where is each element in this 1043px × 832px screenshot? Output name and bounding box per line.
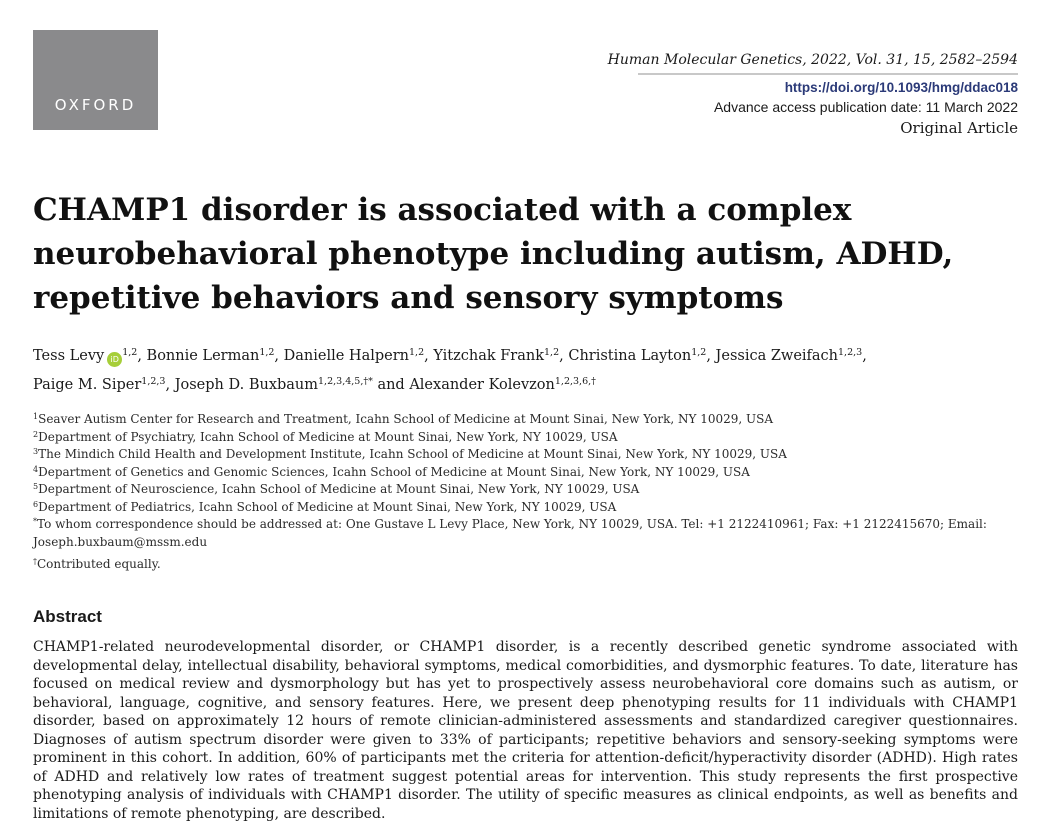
correspondence: *To whom correspondence should be addressed at: One Gustave L Levy Place, New York, NY 10029, USA. Tel: +1 2122410961; Fax: +1 2122415670; Email: Joseph.buxbaum@mssm.edu <box>33 517 987 549</box>
abstract-body: CHAMP1-related neurodevelopmental disorder, or CHAMP1 disorder, is a recently described genetic syndrome associated with developmental delay, intellectual disability, behavioral symptoms, medical comorbidities, and dysmorphic features. To date, literature has focused on medical review and dysmorphology but has yet to prospectively assess neurobehavioral core domains such as autism, or behavioral, language, cognitive, and sensory features. Here, we present deep phenotyping results for 11 individuals with CHAMP1 disorder, based on approximately 12 hours of remote clinician-administered assessments and standardized caregiver questionnaires. Diagnoses of autism spectrum disorder were given to 33% of participants; repetitive behaviors and sensory-seeking symptoms were prominent in this cohort. In addition, 60% of participants met the criteria for attention-deficit/hyperactivity disorder (ADHD). High rates of ADHD and relatively low rates of treatment suggest potential areas for intervention. This study represents the first prospective phenotyping analysis of individuals with CHAMP1 disorder. The utility of specific measures as clinical endpoints, as well as benefits and limitations of remote phenotyping, are described. <box>33 639 1018 822</box>
author[interactable]: Yitzchak Frank$^{1,2}$ <box>433 347 560 364</box>
publisher-logo <box>33 30 158 130</box>
affiliation: $^5$Department of Neuroscience, Icahn School of Medicine at Mount Sinai, New York, NY 10029, USA <box>33 482 640 496</box>
affiliation: $^2$Department of Psychiatry, Icahn School of Medicine at Mount Sinai, New York, NY 10029, USA <box>33 429 618 444</box>
author-separator: , <box>274 348 284 364</box>
author[interactable]: Bonnie Lerman$^{1,2}$ <box>146 347 275 364</box>
author-sup: 1,2 <box>691 347 707 358</box>
author-sup: 1,2,3 <box>838 347 863 358</box>
author-sup: 1,2 <box>409 347 425 358</box>
author[interactable]: Tess Levy iD$^{1,2}$ <box>33 348 137 364</box>
orcid-icon[interactable]: iD <box>107 352 122 367</box>
author-separator: , <box>559 348 569 364</box>
author-separator: , <box>862 348 867 364</box>
author-separator: , <box>137 348 147 364</box>
author-sup: 1,2,3,6,† <box>554 376 596 387</box>
affiliation: $^6$Department of Pediatrics, Icahn School of Medicine at Mount Sinai, New York, NY 10029, USA <box>33 499 617 514</box>
author-separator: , <box>165 377 175 393</box>
article-meta <box>458 50 1018 139</box>
logo-text: OXFORD <box>54 96 137 114</box>
author-sup: 1,2 <box>259 347 275 358</box>
affiliation: $^1$Seaver Autism Center for Research and Treatment, Icahn School of Medicine at Mount Sinai, New York, NY 10029, USA <box>33 412 774 426</box>
author-separator: , <box>706 348 716 364</box>
author[interactable]: Danielle Halpern$^{1,2}$ <box>283 347 425 364</box>
author[interactable]: Alexander Kolevzon$^{1,2,3,6,\dagger}$ <box>409 376 596 393</box>
affiliation: $^3$The Mindich Child Health and Development Institute, Icahn School of Medicine at Mount Sinai, New York, NY 10029, USA <box>33 447 787 461</box>
meta-divider <box>638 73 1018 75</box>
article-type: Original Article <box>900 119 1018 137</box>
doi-link[interactable]: https://doi.org/10.1093/hmg/ddac018 <box>784 80 1018 95</box>
author[interactable]: Joseph D. Buxbaum$^{1,2,3,4,5,\dagger*}$ <box>174 376 373 393</box>
abstract-heading: Abstract <box>33 607 102 626</box>
author-list <box>33 342 1023 400</box>
author[interactable]: Paige M. Siper$^{1,2,3}$ <box>33 376 166 393</box>
author-separator: , <box>424 348 434 364</box>
author-sup: 1,2,3,4,5,†* <box>318 376 373 387</box>
author-sup: 1,2 <box>122 347 138 358</box>
affiliation: $^4$Department of Genetics and Genomic Sciences, Icahn School of Medicine at Mount Sinai, New York, NY 10029, USA <box>33 464 750 479</box>
author-sup: 1,2 <box>544 347 560 358</box>
author-sup: 1,2,3 <box>141 376 166 387</box>
journal-citation: Human Molecular Genetics, 2022, Vol. 31, 15, 2582–2594 <box>607 52 1018 68</box>
equal-contribution-note: †Contributed equally. <box>33 557 161 571</box>
author[interactable]: Christina Layton$^{1,2}$ <box>568 347 707 364</box>
access-date: Advance access publication date: 11 March 2022 <box>713 99 1018 115</box>
article-title: CHAMP1 disorder is associated with a complex neurobehavioral phenotype including autism, ADHD, repetitive behaviors and sensory symptoms <box>33 192 954 316</box>
author-separator: and <box>372 377 410 393</box>
author[interactable]: Jessica Zweifach$^{1,2,3}$ <box>715 347 863 364</box>
affiliations <box>33 411 1023 574</box>
